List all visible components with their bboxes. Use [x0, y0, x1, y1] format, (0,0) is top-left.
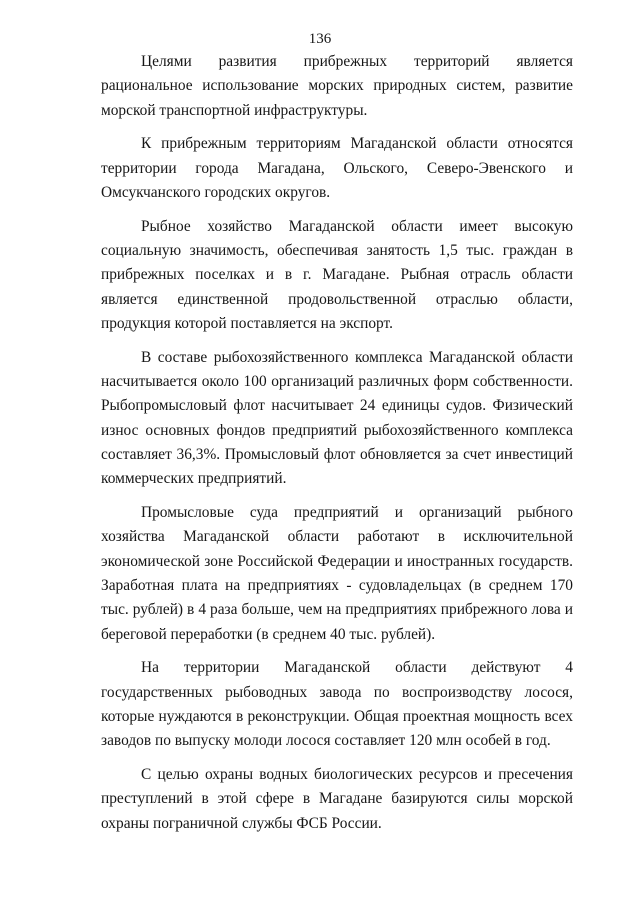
paragraph-salmon-hatcheries: На территории Магаданской области действуют 4 государственных рыбоводных завода по воспроизводству лосося, которые нуждаются в реконструкции. Общая проектная мощность всех заводов по выпуску молоди лосося составляет 120 млн особей в год.	[101, 659, 573, 750]
paragraph-marine-protection: С целью охраны водных биологических ресурсов и пресечения преступлений в этой сфере в Магадане базируются силы морской охраны пограничной службы ФСБ России.	[101, 766, 573, 832]
paragraph-fishing-vessels-and-wages: Промысловые суда предприятий и организаций рыбного хозяйства Магаданской области работают в исключительной экономической зоне Российской Федерации и иностранных государств. Заработная плата на предприятиях - судовладельцах (в среднем 170 тыс. рублей) в 4 раза больше, чем на предприятиях прибрежного лова и береговой переработки (в среднем 40 тыс. рублей).	[101, 504, 573, 643]
page-number: 136	[308, 31, 332, 47]
paragraph-fishing-industry-significance: Рыбное хозяйство Магаданской области имеет высокую социальную значимость, обеспечивая занятость 1,5 тыс. граждан в прибрежных поселках и в г. Магадане. Рыбная отрасль области является единственной продовольственной отраслью области, продукция которой поставляется на экспорт.	[101, 217, 573, 332]
document-body	[101, 50, 573, 845]
paragraph-coastal-territories: К прибрежным территориям Магаданской области относятся территории города Магадана, Ольского, Северо-Эвенского и Омсукчанского городских округов.	[101, 135, 573, 201]
paragraph-coastal-development-goals: Целями развития прибрежных территорий является рациональное использование морских природных систем, развитие морской транспортной инфраструктуры.	[101, 53, 573, 119]
paragraph-fishing-complex-composition: В составе рыбохозяйственного комплекса Магаданской области насчитывается около 100 организаций различных форм собственности. Рыбопромысловый флот насчитывает 24 единицы судов. Физический износ основных фондов предприятий рыбохозяйственного комплекса составляет 36,3%. Промысловый флот обновляется за счет инвестиций коммерческих предприятий.	[101, 348, 573, 488]
